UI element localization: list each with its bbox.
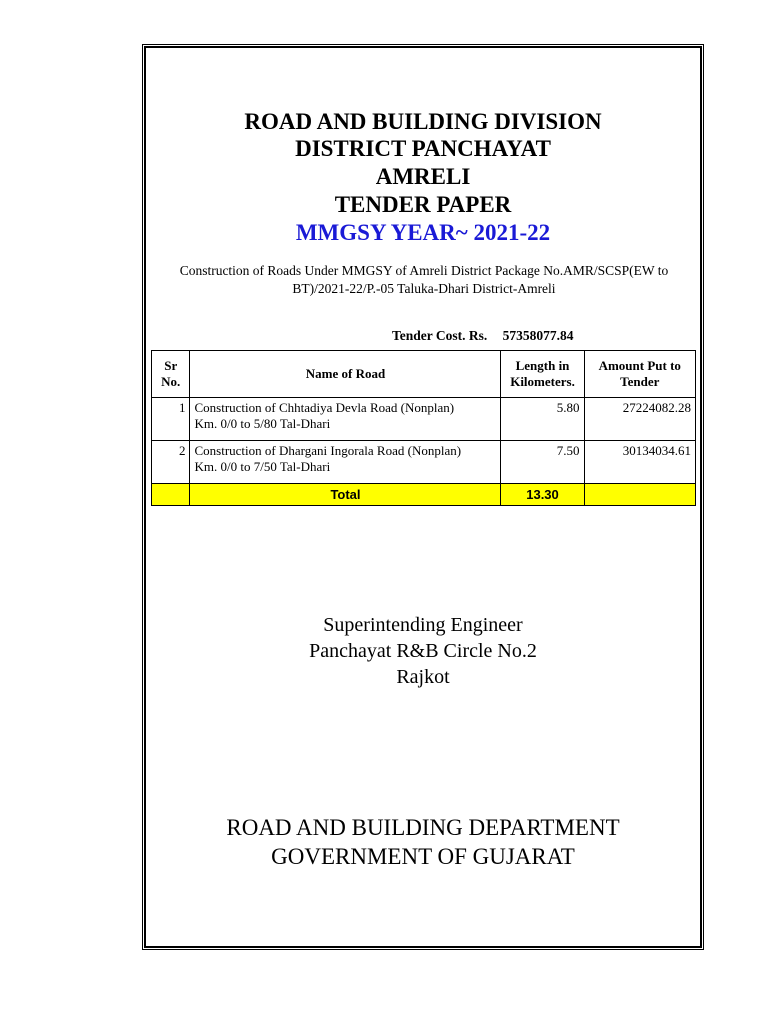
roads-table [151,350,696,506]
total-label: Total [190,484,501,506]
department-name: ROAD AND BUILDING DEPARTMENT [226,815,620,840]
cell-sr: 2 [152,441,190,484]
subject-line-1: Construction of Roads Under MMGSY of Amreli District Package No.AMR/SCSP(EW to [179,263,669,278]
header-road-name: Name of Road [190,351,501,398]
table-header-row [152,351,696,398]
signatory-title: Superintending Engineer [323,614,523,636]
district-title: AMRELI [375,164,471,189]
header-amount [584,351,695,398]
header-amount-line1: Amount Put to [598,358,681,373]
department-block [142,813,704,871]
government-name: GOVERNMENT OF GUJARAT [271,844,575,869]
tender-cost [392,328,574,344]
table-row [152,398,696,441]
table-row [152,441,696,484]
total-sr-empty [152,484,190,506]
cell-sr: 1 [152,398,190,441]
signatory-block [142,612,704,690]
total-amount-empty [584,484,695,506]
header-sr-line1: Sr [164,358,178,373]
header-sr-line2: No. [161,374,181,389]
division-title: ROAD AND BUILDING DIVISION [244,109,602,134]
road-name-line2: Km. 0/0 to 7/50 Tal-Dhari [194,459,331,474]
cell-road-name [190,441,501,484]
document-title: TENDER PAPER [334,192,512,217]
road-name-line1: Construction of Chhtadiya Devla Road (Nonplan) [194,400,455,415]
panchayat-title: DISTRICT PANCHAYAT [295,136,551,161]
header-sr-no [152,351,190,398]
header-length [501,351,584,398]
cell-amount: 30134034.61 [584,441,695,484]
work-subject [156,262,692,298]
signatory-location: Rajkot [396,666,450,688]
cell-road-name [190,398,501,441]
road-name-line1: Construction of Dhargani Ingorala Road (Nonplan) [194,443,462,458]
road-name-line2: Km. 0/0 to 5/80 Tal-Dhari [194,416,331,431]
total-row [152,484,696,506]
cell-length: 5.80 [501,398,584,441]
total-length: 13.30 [501,484,584,506]
scheme-year-title: MMGSY YEAR~ 2021-22 [295,220,551,245]
tender-cost-label: Tender Cost. Rs. [392,328,488,343]
header-length-line2: Kilometers. [510,374,575,389]
tender-cost-value: 57358077.84 [502,328,574,343]
cell-amount: 27224082.28 [584,398,695,441]
header-length-line1: Length in [515,358,570,373]
signatory-office: Panchayat R&B Circle No.2 [309,640,537,662]
header-amount-line2: Tender [620,374,660,389]
subject-line-2: BT)/2021-22/P.-05 Taluka-Dhari District-Amreli [292,281,556,296]
cell-length: 7.50 [501,441,584,484]
